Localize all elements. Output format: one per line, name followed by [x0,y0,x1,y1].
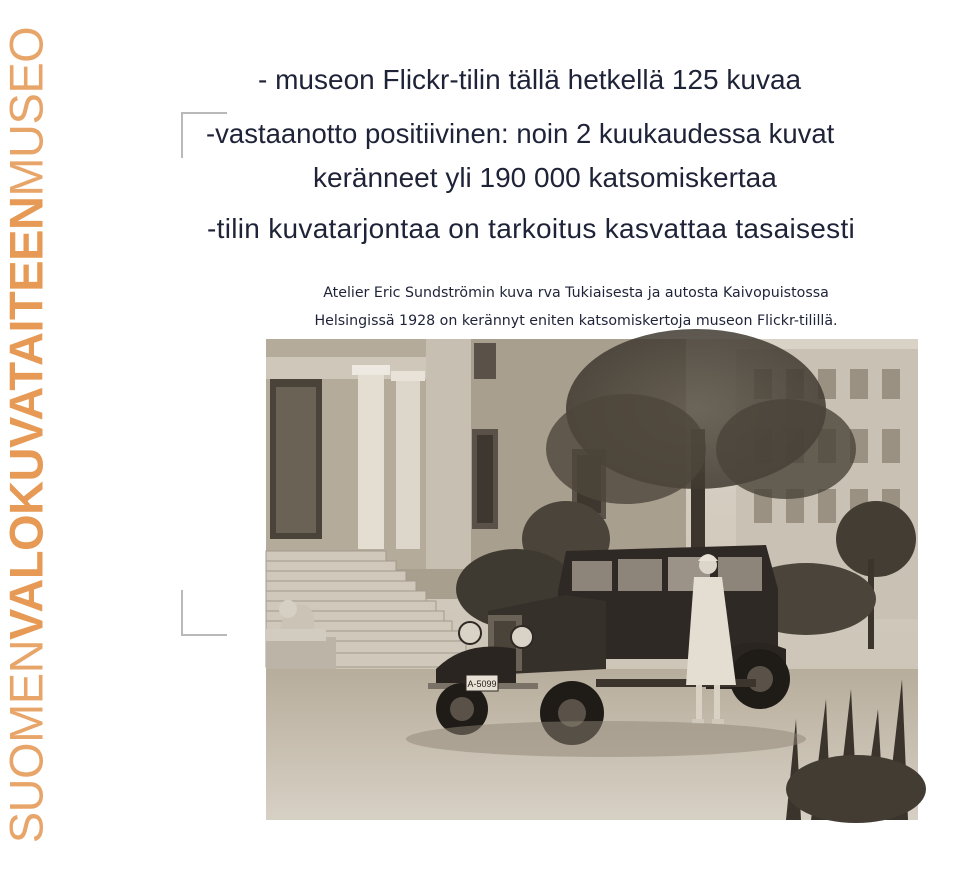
historical-photo [266,339,918,820]
photo-illustration [266,339,918,820]
bullet-flickr-count: - museon Flickr-tilin tällä hetkellä 125 kuvaa [258,64,802,95]
museum-logo [0,0,53,870]
bullet-reception: -vastaanotto positiivinen: noin 2 kuukaudessa kuvat [206,118,835,149]
photo-caption-line-2: Helsingissä 1928 on kerännyt eniten katsomiskertoja museon Flickr-tilillä. [314,313,838,329]
car-shadow [406,721,806,757]
bullet-reception-continued: keränneet yli 190 000 katsomiskertaa [313,162,777,193]
license-plate-text: A-5099 [467,679,497,689]
photo-caption-line-1: Atelier Eric Sundströmin kuva rva Tukiaisesta ja autosta Kaivopuistossa [323,285,829,301]
museum-wordmark [0,26,53,844]
logo-word-valokuvataiteen: VALOKUVATAITEEN [0,196,53,640]
logo-word-suomen: SUOMEN [0,639,53,844]
bracket-bottom-decoration [181,590,227,636]
bullet-growth-plan: -tilin kuvatarjontaa on tarkoitus kasvattaa tasaisesti [207,213,856,244]
logo-word-museo: MUSEO [0,26,53,197]
